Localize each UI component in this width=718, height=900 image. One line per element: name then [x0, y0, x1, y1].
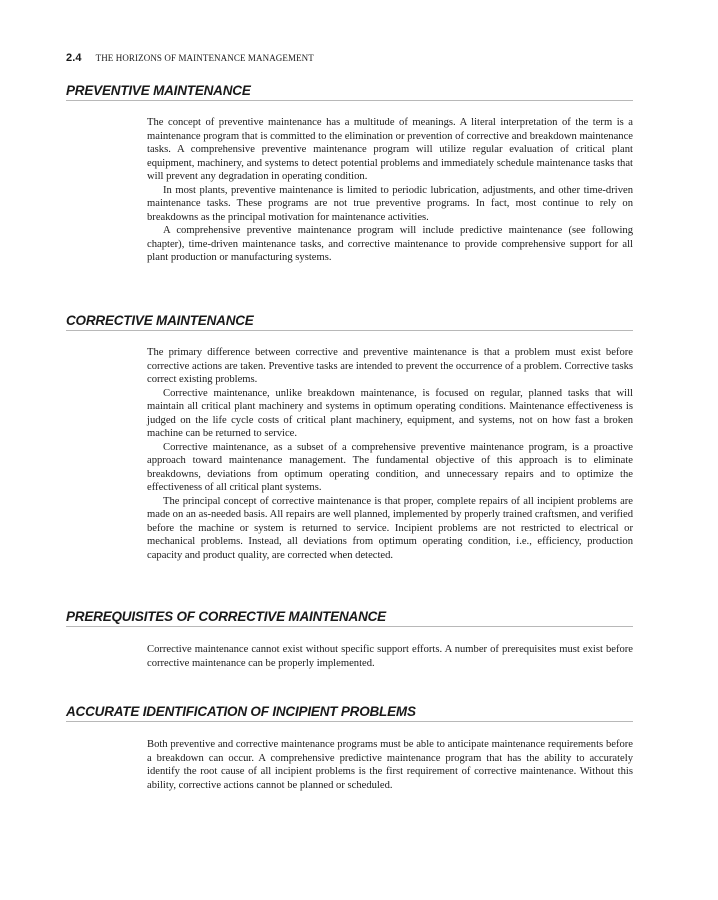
section-body-preventive-maintenance — [147, 116, 633, 265]
paragraph: The principal concept of corrective maintenance is that proper, complete repairs of all incipient problems are made on an as-needed basis. All repairs are well planned, implemented by properly trained craftsmen, and verified before the machine or system is returned to service. Incipient problems are not restricted to electrical or mechanical problems. Instead, all deviations from optimum operating condition, i.e., efficiency, production capacity and product quality, are corrected when detected. — [147, 495, 633, 561]
section-body-accurate-identification — [147, 738, 633, 792]
paragraph: Both preventive and corrective maintenance programs must be able to anticipate maintenance requirements before a breakdown can occur. A comprehensive predictive maintenance program that has the ability to accurately identify the root cause of all incipient problems is the first requirement of corrective maintenance. Without this ability, corrective actions cannot be planned or scheduled. — [147, 739, 633, 791]
section-body-corrective-maintenance — [147, 346, 633, 562]
paragraph: In most plants, preventive maintenance is limited to periodic lubrication, adjustments, and other time-driven maintenance tasks. These programs are not true preventive programs. In fact, most continue to rely on breakdowns as the principal motivation for maintenance activities. — [147, 184, 633, 223]
running-header — [66, 52, 314, 64]
page-number: 2.4 — [66, 52, 82, 64]
paragraph: Corrective maintenance, unlike breakdown maintenance, is focused on regular, planned tasks that will maintain all critical plant machinery and systems in optimum operating conditions. Maintenance effectiveness is judged on the life cycle costs of critical plant machinery, equipment, and systems, not on how fast a broken machine can be returned to service. — [147, 387, 633, 439]
paragraph: A comprehensive preventive maintenance program will include predictive maintenance (see following chapter), time-driven maintenance tasks, and corrective maintenance to provide comprehensive support for all plant production or manufacturing systems. — [147, 225, 633, 263]
section-heading-corrective-maintenance: CORRECTIVE MAINTENANCE — [66, 313, 633, 331]
section-heading-preventive-maintenance: PREVENTIVE MAINTENANCE — [66, 83, 633, 101]
paragraph: The primary difference between corrective and preventive maintenance is that a problem must exist before corrective actions are taken. Preventive tasks are intended to prevent the occurrence of a problem. Corrective tasks correct existing problems. — [147, 347, 633, 385]
section-heading-prerequisites: PREREQUISITES OF CORRECTIVE MAINTENANCE — [66, 609, 633, 627]
section-heading-accurate-identification: ACCURATE IDENTIFICATION OF INCIPIENT PROBLEMS — [66, 704, 633, 722]
paragraph: The concept of preventive maintenance has a multitude of meanings. A literal interpretation of the term is a maintenance program that is committed to the elimination or prevention of corrective and breakdown maintenance tasks. A comprehensive preventive maintenance program will utilize regular evaluation of critical plant equipment, machinery, and systems to detect potential problems and immediately schedule maintenance tasks that will prevent any degradation in operating condition. — [147, 117, 633, 182]
running-title: THE HORIZONS OF MAINTENANCE MANAGEMENT — [95, 53, 314, 63]
paragraph: Corrective maintenance cannot exist without specific support efforts. A number of prerequisites must exist before corrective maintenance can be properly implemented. — [147, 644, 633, 669]
section-body-prerequisites — [147, 643, 633, 670]
paragraph: Corrective maintenance, as a subset of a comprehensive preventive maintenance program, is a proactive approach toward maintenance management. The fundamental objective of this approach is to eliminate breakdowns, deviations from optimum operating condition, and unnecessary repairs and to optimize the effectiveness of all critical plant systems. — [147, 441, 633, 493]
